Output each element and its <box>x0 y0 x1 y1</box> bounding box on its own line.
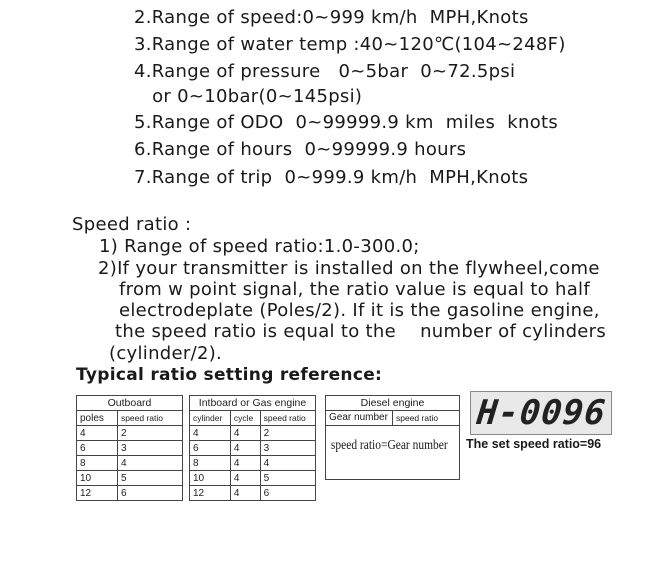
table-row <box>190 426 316 441</box>
table-cell: 4 <box>230 486 260 501</box>
spec-line-water-temp: 3.Range of water temp :40~120℃(104~248F) <box>134 34 566 55</box>
table-cell: 5 <box>117 471 182 486</box>
table-cell: 3 <box>117 441 182 456</box>
outboard-header-poles: poles <box>77 411 118 426</box>
table-cell: 4 <box>230 456 260 471</box>
table-cell: 5 <box>260 471 315 486</box>
lcd-display-text: H-0096 <box>474 393 608 433</box>
table-cell: 4 <box>117 456 182 471</box>
inboard-header-cycle: cycle <box>230 411 260 426</box>
reference-heading: Typical ratio setting reference: <box>76 365 383 385</box>
spec-line-trip: 7.Range of trip 0~999.9 km/h MPH,Knots <box>134 167 529 188</box>
table-cell: 6 <box>190 441 231 456</box>
diesel-caption: Diesel engine <box>326 396 459 411</box>
inboard-header-speed-ratio: speed ratio <box>260 411 315 426</box>
speed-ratio-line-4: electrodeplate (Poles/2). If it is the gasoline engine, <box>119 300 600 321</box>
inboard-caption: Intboard or Gas engine <box>190 396 316 411</box>
table-row <box>77 456 183 471</box>
table-cell: 6 <box>260 486 315 501</box>
table-cell: 3 <box>260 441 315 456</box>
diesel-formula: speed ratio=Gear number <box>330 438 448 453</box>
inboard-table <box>189 395 316 501</box>
table-cell: 8 <box>77 456 118 471</box>
spec-line-pressure-alt: or 0~10bar(0~145psi) <box>134 86 363 107</box>
spec-line-odo: 5.Range of ODO 0~99999.9 km miles knots <box>134 112 559 133</box>
outboard-table <box>76 395 183 501</box>
table-cell: 4 <box>190 426 231 441</box>
table-row <box>190 441 316 456</box>
spec-line-pressure: 4.Range of pressure 0~5bar 0~72.5psi <box>134 61 516 82</box>
table-cell: 10 <box>77 471 118 486</box>
table-cell: 4 <box>230 441 260 456</box>
diesel-header-gear-number: Gear number <box>329 412 388 423</box>
table-cell: 6 <box>117 486 182 501</box>
table-cell: 4 <box>230 426 260 441</box>
speed-ratio-line-3: from w point signal, the ratio value is equal to half <box>119 279 590 300</box>
speed-ratio-line-5: the speed ratio is equal to the number of cylinders <box>115 321 607 342</box>
spec-line-speed: 2.Range of speed:0~999 km/h MPH,Knots <box>134 7 529 28</box>
lcd-caption: The set speed ratio=96 <box>466 437 602 451</box>
table-cell: 8 <box>190 456 231 471</box>
speed-ratio-line-2: 2)If your transmitter is installed on the flywheel,come <box>98 258 600 279</box>
table-cell: 2 <box>260 426 315 441</box>
diesel-header-speed-ratio: speed ratio <box>392 411 459 425</box>
speed-ratio-line-6: (cylinder/2). <box>109 343 223 364</box>
lcd-display <box>470 391 612 435</box>
table-row <box>190 471 316 486</box>
outboard-caption: Outboard <box>77 396 183 411</box>
table-cell: 6 <box>77 441 118 456</box>
table-cell: 4 <box>77 426 118 441</box>
table-row <box>77 486 183 501</box>
table-row <box>190 456 316 471</box>
spec-line-hours: 6.Range of hours 0~99999.9 hours <box>134 139 467 160</box>
table-cell: 4 <box>260 456 315 471</box>
table-row <box>190 486 316 501</box>
table-cell: 12 <box>190 486 231 501</box>
inboard-header-cylinder: cylinder <box>190 411 231 426</box>
table-cell: 2 <box>117 426 182 441</box>
table-cell: 4 <box>230 471 260 486</box>
table-row <box>77 441 183 456</box>
table-row <box>77 471 183 486</box>
outboard-header-speed-ratio: speed ratio <box>117 411 182 426</box>
table-row <box>77 426 183 441</box>
diesel-table <box>325 395 460 480</box>
table-cell: 10 <box>190 471 231 486</box>
table-cell: 12 <box>77 486 118 501</box>
speed-ratio-line-1: 1) Range of speed ratio:1.0-300.0; <box>99 236 420 257</box>
speed-ratio-title: Speed ratio : <box>72 214 192 235</box>
